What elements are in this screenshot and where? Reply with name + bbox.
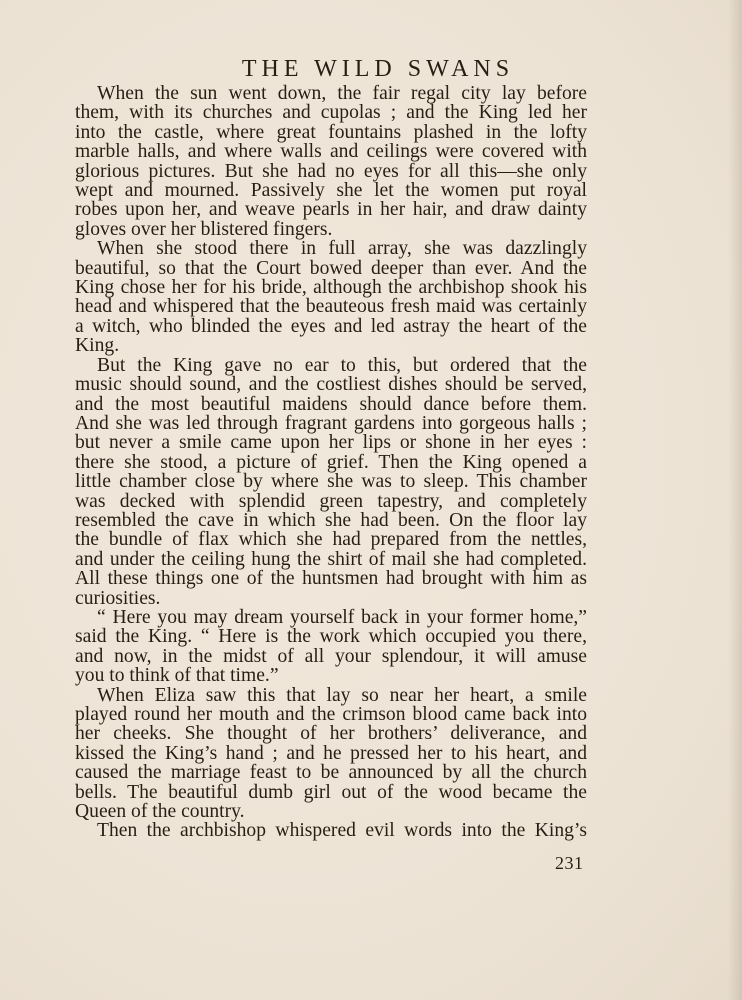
text-line: played round her mouth and the crimson blood came back into bbox=[75, 704, 587, 725]
text-line: wept and mourned. Passively she let the women put royal bbox=[75, 180, 587, 202]
text-line: marble halls, and where walls and ceilings were covered with bbox=[75, 141, 587, 163]
text-line: there she stood, a picture of grief. Then the King opened a bbox=[75, 451, 587, 473]
page-edge-shadow bbox=[728, 0, 742, 1000]
text-line: All these things one of the huntsmen had brought with him as bbox=[75, 568, 587, 590]
text-line: Queen of the country. bbox=[75, 801, 245, 823]
text-line: glorious pictures. But she had no eyes for all this—she only bbox=[75, 160, 587, 182]
body-text bbox=[75, 84, 587, 841]
text-line: robes upon her, and weave pearls in her hair, and draw dainty bbox=[75, 199, 587, 221]
text-line: little chamber close by where she was to sleep. This chamber bbox=[75, 471, 587, 493]
text-line: “ Here you may dream yourself back in your former home,” bbox=[97, 606, 587, 628]
text-line: But the King gave no ear to this, but ordered that the bbox=[97, 354, 587, 376]
running-head: THE WILD SWANS bbox=[241, 56, 515, 82]
text-line: gloves over her blistered fingers. bbox=[75, 218, 333, 240]
text-line: curiosities. bbox=[75, 587, 161, 609]
text-line: beautiful, so that the Court bowed deeper than ever. And the bbox=[75, 257, 587, 279]
text-line: said the King. “ Here is the work which occupied you there, bbox=[75, 626, 587, 648]
text-line: kissed the King’s hand ; and he pressed her to his heart, and bbox=[75, 742, 587, 764]
text-line: When she stood there in full array, she was dazzlingly bbox=[97, 238, 587, 260]
text-line: caused the marriage feast to be announced by all the church bbox=[75, 762, 587, 784]
page-number: 231 bbox=[555, 853, 584, 873]
text-line: them, with its churches and cupolas ; and the King led her bbox=[75, 102, 587, 124]
text-line: music should sound, and the costliest dishes should be served, bbox=[75, 374, 587, 396]
text-line: and under the ceiling hung the shirt of mail she had completed. bbox=[75, 548, 587, 570]
text-line: and now, in the midst of all your splendour, it will amuse bbox=[75, 645, 587, 667]
text-line: head and whispered that the beauteous fresh maid was certainly bbox=[75, 296, 587, 318]
text-line: King chose her for his bride, although the archbishop shook his bbox=[75, 277, 587, 299]
text-line: into the castle, where great fountains plashed in the lofty bbox=[75, 121, 587, 143]
text-line: was decked with splendid green tapestry, and completely bbox=[75, 490, 587, 512]
text-line: and the most beautiful maidens should dance before them. bbox=[75, 393, 587, 415]
text-line: bells. The beautiful dumb girl out of the wood became the bbox=[75, 781, 587, 803]
text-line: the bundle of flax which she had prepared from the nettles, bbox=[75, 529, 587, 551]
text-line: a witch, who blinded the eyes and led astray the heart of the bbox=[75, 315, 587, 337]
text-line: you to think of that time.” bbox=[75, 665, 279, 687]
text-line: but never a smile came upon her lips or shone in her eyes : bbox=[75, 432, 587, 454]
text-line: And she was led through fragrant gardens into gorgeous halls ; bbox=[75, 412, 587, 434]
text-line: her cheeks. She thought of her brothers’ deliverance, and bbox=[75, 723, 587, 745]
text-line: resembled the cave in which she had been. On the floor lay bbox=[75, 509, 587, 531]
text-line: When the sun went down, the fair regal city lay before bbox=[97, 83, 587, 104]
text-line: Then the archbishop whispered evil words into the King’s bbox=[97, 820, 587, 842]
text-line: When Eliza saw this that lay so near her heart, a smile bbox=[97, 684, 587, 706]
text-line: King. bbox=[75, 335, 120, 357]
